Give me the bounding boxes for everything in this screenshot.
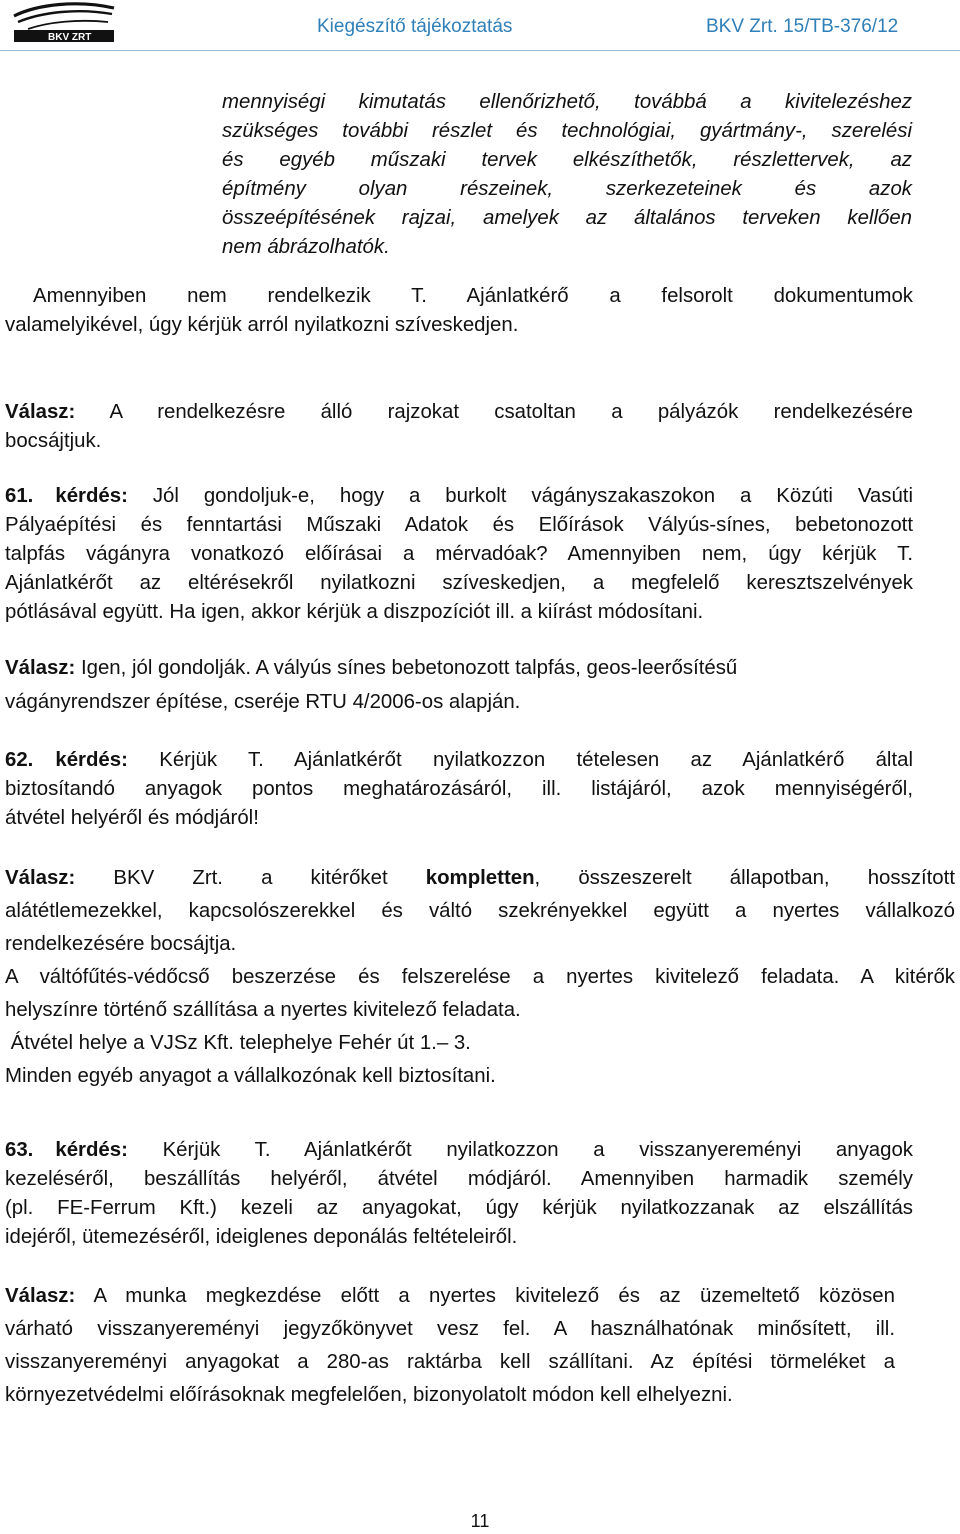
text-line: vágányrendszer építése, cseréje RTU 4/2006-os alapján. — [5, 691, 521, 713]
question-number: 62. — [5, 749, 34, 771]
text-line: környezetvédelmi előírásoknak megfelelően, bizonyolatolt módon kell elhelyezni. — [5, 1384, 733, 1406]
text-line: alátétlemezekkel, kapcsolószerekkel és váltó szekrényekkel együtt a nyertes vállalkozó — [5, 900, 955, 922]
answer-label: Válasz: — [5, 657, 76, 679]
text-line: Kérjük T. Ajánlatkérőt nyilatkozzon a visszanyereményi anyagok — [162, 1139, 913, 1161]
question-62 — [5, 746, 913, 833]
answer-label: Válasz: — [5, 867, 76, 889]
header-title: Kiegészítő tájékoztatás — [317, 16, 513, 37]
text-line: BKV Zrt. a kitérőket — [113, 867, 388, 889]
text-line: helyszínre történő szállítása a nyertes kivitelező feladata. — [5, 999, 521, 1021]
text-line: és egyéb műszaki tervek elkészíthetők, részlettervek, az — [222, 149, 912, 171]
answer-label: Válasz: — [5, 401, 76, 423]
text-line: bocsájtjuk. — [5, 430, 102, 452]
text-line: várható visszanyereményi jegyzőkönyvet vesz fel. A használhatónak minősített, ill. — [5, 1318, 895, 1340]
intro-italic-paragraph — [222, 88, 912, 262]
question-label: kérdés: — [55, 485, 128, 507]
answer-62 — [5, 862, 955, 1093]
question-label: kérdés: — [55, 749, 128, 771]
text-line: (pl. FE-Ferrum Kft.) kezeli az anyagokat, úgy kérjük nyilatkozzanak az elszállítás — [5, 1197, 913, 1219]
text-line: , összeszerelt állapotban, hosszított — [534, 867, 955, 889]
text-line: Jól gondoljuk-e, hogy a burkolt vágányszakaszokon a Közúti Vasúti — [152, 485, 913, 507]
text-line: Ajánlatkérőt az eltérésekről nyilatkozni szíveskedjen, a megfelelő keresztszelvények — [5, 572, 913, 594]
text-line: Minden egyéb anyagot a vállalkozónak kell biztosítani. — [5, 1065, 496, 1087]
text-line: A váltófűtés-védőcső beszerzése és felszerelése a nyertes kivitelező feladata. A kitérők — [5, 966, 955, 988]
question-63 — [5, 1136, 913, 1252]
text-line: szükséges további részlet és technológiai, gyártmány-, szerelési — [222, 120, 912, 142]
answer-60 — [5, 398, 913, 456]
text-line: visszanyereményi anyagokat a 280-as raktárba kell szállítani. Az építési törmeléket a — [5, 1351, 895, 1373]
text-line: Átvétel helye a VJSz Kft. telephelye Fehér út 1.– 3. — [5, 1032, 471, 1054]
question-number: 63. — [5, 1139, 34, 1161]
question-label: kérdés: — [55, 1139, 128, 1161]
text-line: mennyiségi kimutatás ellenőrizhető, továbbá a kivitelezéshez — [222, 91, 912, 113]
text-line: valamelyikével, úgy kérjük arról nyilatkozni szíveskedjen. — [5, 314, 519, 336]
answer-label: Válasz: — [5, 1285, 76, 1307]
intro-request-paragraph-cont — [5, 311, 933, 340]
text-line: átvétel helyéről és módjáról! — [5, 807, 259, 829]
text-line: összeépítésének rajzai, amelyek az általános terveken kellően — [222, 207, 912, 229]
text-line: nem ábrázolhatók. — [222, 236, 390, 258]
intro-request-paragraph — [33, 282, 913, 311]
text-line: idejéről, ütemezéséről, ideiglenes deponálás feltételeiről. — [5, 1226, 518, 1248]
text-line: rendelkezésére bocsájtja. — [5, 933, 237, 955]
text-line: Pályaépítési és fenntartási Műszaki Adatok és Előírások Vályús-sínes, bebetonozott — [5, 514, 913, 536]
answer-63 — [5, 1280, 895, 1412]
header-divider — [0, 50, 960, 51]
question-61 — [5, 482, 913, 627]
page-number: 11 — [470, 1511, 490, 1531]
logo-text: BKV ZRT — [48, 32, 92, 43]
text-line: Igen, jól gondolják. A vályús sínes bebetonozott talpfás, geos-leerősítésű — [80, 657, 738, 679]
document-reference: BKV Zrt. 15/TB-376/12 — [706, 16, 899, 37]
text-line: A rendelkezésre álló rajzokat csatoltan a pályázók rendelkezésére — [109, 401, 913, 423]
text-line: biztosítandó anyagok pontos meghatározásáról, ill. listájáról, azok mennyiségéről, — [5, 778, 913, 800]
question-number: 61. — [5, 485, 34, 507]
answer-61 — [5, 654, 933, 717]
emphasis-text: kompletten — [425, 867, 535, 889]
page-header — [0, 0, 960, 52]
text-line: kezeléséről, beszállítás helyéről, átvétel módjáról. Amennyiben harmadik személy — [5, 1168, 913, 1190]
text-line: építmény olyan részeinek, szerkezeteinek és azok — [222, 178, 912, 200]
text-line: pótlásával együtt. Ha igen, akkor kérjük a diszpozíciót ill. a kiírást módosítani. — [5, 601, 704, 623]
text-line: A munka megkezdése előtt a nyertes kivitelező és az üzemeltető közösen — [93, 1285, 895, 1307]
text-line: Kérjük T. Ajánlatkérőt nyilatkozzon tételesen az Ajánlatkérő által — [159, 749, 913, 771]
text-line: talpfás vágányra vonatkozó előírásai a mérvadóak? Amennyiben nem, úgy kérjük T. — [5, 543, 913, 565]
bkv-logo — [8, 2, 120, 44]
text-line: Amennyiben nem rendelkezik T. Ajánlatkérő a felsorolt dokumentumok — [33, 285, 913, 307]
